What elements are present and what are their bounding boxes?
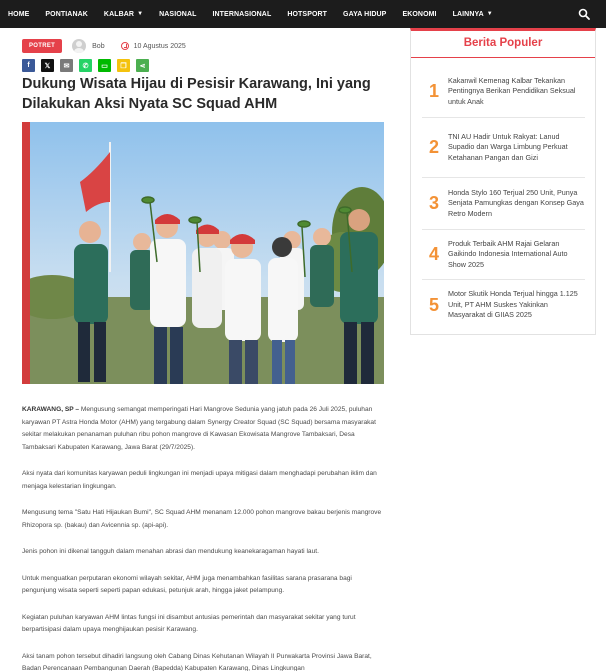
- nav-item-pontianak[interactable]: [37, 0, 96, 28]
- chevron-down-icon: ▼: [486, 11, 493, 17]
- nav-item-home[interactable]: [0, 0, 37, 28]
- popular-item-title[interactable]: Kakanwil Kemenag Kalbar Tekankan Pentingnya Berikan Pendidikan Seksual untuk Anak: [448, 75, 576, 106]
- popular-item[interactable]: [422, 118, 585, 178]
- rank-number: 3: [428, 193, 439, 213]
- nav-label: INTERNASIONAL: [212, 10, 272, 18]
- popular-item[interactable]: [422, 280, 585, 330]
- paragraph: Kegiatan puluhan karyawan AHM lintas fungsi ini disambut antusias pemerintah dan masyarakat sekitar yang turut berpartisipasi dalam upaya menghijaukan pesisir Karawang.: [22, 613, 356, 633]
- publish-date: 10 Agustus 2025: [133, 42, 186, 50]
- nav-label: LAINNYA: [452, 10, 484, 18]
- nav-label: KALBAR: [103, 10, 135, 18]
- popular-list: [422, 66, 585, 330]
- popular-item-title[interactable]: TNI AU Hadir Untuk Rakyat: Lanud Supadio dan Warga Limbung Perkuat Ketahanan Pangan dan Gizi: [448, 131, 568, 162]
- paragraph-text: Mengusung semangat memperingati Hari Mangrove Sedunia yang jatuh pada 26 Juli 2025, puluhan karyawan PT Astra Honda Motor (AHM) yang tergabung dalam Synergy Creator Squad (SC Squad) bersama masyarakat sekitar melakukan penanaman puluhan ribu pohon mangrove di Kawasan Ekowisata Mangrove Tambaksari, Desa Tambaksari Kabupaten Karawang, Jawa Barat (29/7/2025).: [22, 406, 376, 451]
- x-icon[interactable]: 𝕏: [41, 59, 54, 72]
- nav-item-nasional[interactable]: [151, 0, 204, 28]
- nav-item-gaya-hidup[interactable]: [335, 0, 394, 28]
- widget-title: Berita Populer: [463, 37, 543, 49]
- nav-label: NASIONAL: [159, 10, 197, 18]
- popular-item-title[interactable]: Produk Terbaik AHM Rajai Gelaran Gaikindo Indonesia International Auto Show 2025: [448, 238, 568, 269]
- share-bar: [22, 59, 155, 72]
- nav-label: EKONOMI: [402, 10, 437, 18]
- rank-number: 2: [428, 137, 439, 157]
- divider: [411, 57, 595, 58]
- paragraph: Aksi nyata dari komunitas karyawan peduli lingkungan ini menjadi upaya mitigasi dalam menghadapi perubahan iklim dan menjaga kelestarian lingkungan.: [22, 470, 377, 490]
- chevron-down-icon: ▼: [137, 11, 144, 17]
- rank-number: 1: [428, 81, 439, 101]
- popular-item[interactable]: [422, 178, 585, 230]
- mangrove-planting-photo: [22, 122, 384, 384]
- email-icon[interactable]: ✉: [60, 59, 73, 72]
- nav-label: HOTSPORT: [287, 10, 328, 18]
- clock-icon: [121, 42, 129, 50]
- paragraph: Aksi tanam pohon tersebut dihadiri langsung oleh Cabang Dinas Kehutanan Wilayah II Purwakarta Provinsi Jawa Barat, Badan Perencanaan Pembangunan Daerah (Bapedda) Kabupaten Karawang, Dinas Lingkungan: [22, 652, 372, 671]
- nav-item-kalbar[interactable]: [96, 0, 151, 28]
- nav-label: GAYA HIDUP: [343, 10, 387, 18]
- nav-item-internasional[interactable]: [204, 0, 279, 28]
- nav-item-hotsport[interactable]: [279, 0, 335, 28]
- author-name[interactable]: Bob: [92, 42, 105, 50]
- rank-number: 5: [428, 294, 439, 315]
- article-title: Dukung Wisata Hijau di Pesisir Karawang, Ini yang Dilakukan Aksi Nyata SC Squad AHM: [22, 76, 371, 112]
- nav-item-lainnya[interactable]: [445, 0, 501, 28]
- facebook-icon[interactable]: f: [22, 59, 35, 72]
- popular-item-title[interactable]: Honda Stylo 160 Terjual 250 Unit, Punya Senjata Pamungkas dengan Konsep Gaya Retro Modern: [448, 187, 584, 218]
- popular-item[interactable]: [422, 230, 585, 280]
- article-body: [22, 404, 386, 671]
- popular-news-widget: [410, 28, 596, 335]
- article-meta: [22, 38, 186, 54]
- paragraph: [22, 404, 386, 454]
- avatar: [72, 39, 86, 53]
- copy-icon[interactable]: ❐: [117, 59, 130, 72]
- category-badge[interactable]: POTRET: [22, 39, 62, 53]
- whatsapp-icon[interactable]: ✆: [79, 59, 92, 72]
- search-icon[interactable]: [578, 8, 590, 20]
- nav-item-ekonomi[interactable]: [394, 0, 444, 28]
- top-navigation: [0, 0, 606, 28]
- nav-label: PONTIANAK: [45, 10, 88, 18]
- popular-item[interactable]: [422, 66, 585, 118]
- share-icon[interactable]: ⋖: [136, 59, 149, 72]
- paragraph: Mengusung tema "Satu Hati Hijaukan Bumi", SC Squad AHM menanam 12.000 pohon mangrove bakau berjenis mangrove Rhizopora sp. (bakau) dan Avicennia sp. (api-api).: [22, 509, 382, 529]
- rank-number: 4: [428, 244, 439, 264]
- lead-location: KARAWANG, SP –: [22, 406, 80, 413]
- article-photo: [22, 122, 384, 384]
- popular-item-title[interactable]: Motor Skutik Honda Terjual hingga 1.125 Unit, PT AHM Suskes Yakinkan Masyarakat di GIIAS 2025: [448, 289, 578, 320]
- paragraph: Jenis pohon ini dikenal tangguh dalam menahan abrasi dan mendukung keanekaragaman hayati laut.: [22, 548, 319, 555]
- line-icon[interactable]: ▭: [98, 59, 111, 72]
- paragraph: Untuk menguatkan perputaran ekonomi wilayah sekitar, AHM juga menambahkan fasilitas sarana prasarana bagi pengunjung wisata seperti seperti papan edukasi, petunjuk arah, hingga jaket pelampung.: [22, 574, 352, 594]
- nav-label: HOME: [8, 10, 30, 18]
